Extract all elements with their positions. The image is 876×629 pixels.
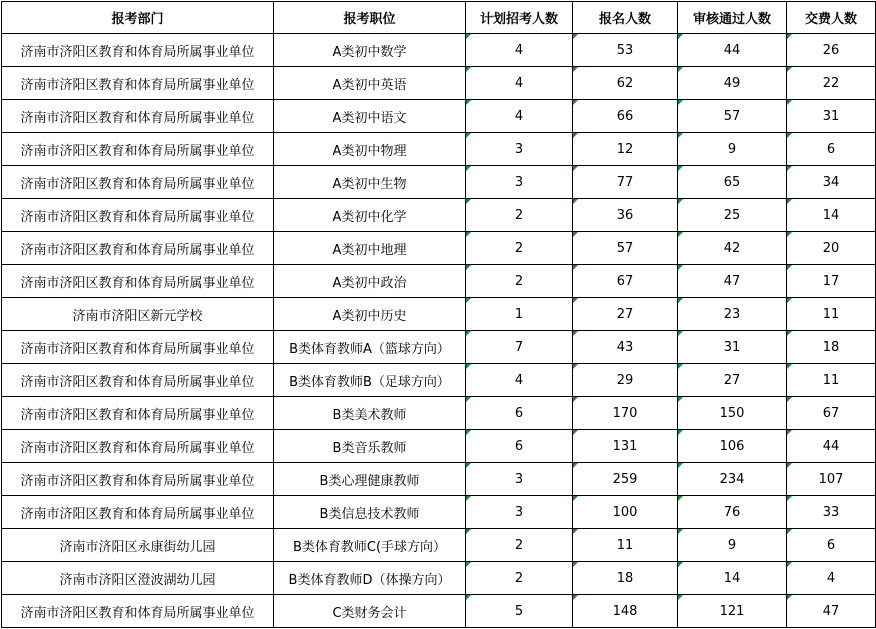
cell-approved: 23	[678, 298, 787, 331]
table-row	[2, 265, 876, 298]
cell-position: A类初中数学	[274, 34, 466, 67]
cell-approved: 47	[678, 265, 787, 298]
cell-department: 济南市济阳区教育和体育局所属事业单位	[2, 430, 274, 463]
cell-approved: 57	[678, 100, 787, 133]
cell-paid: 33	[787, 496, 876, 529]
cell-department: 济南市济阳区教育和体育局所属事业单位	[2, 496, 274, 529]
cell-position: B类体育教师B（足球方向）	[274, 364, 466, 397]
cell-registered: 27	[573, 298, 678, 331]
cell-registered: 12	[573, 133, 678, 166]
cell-position: C类财务会计	[274, 595, 466, 628]
cell-approved: 31	[678, 331, 787, 364]
cell-planned: 2	[466, 529, 573, 562]
cell-planned: 2	[466, 562, 573, 595]
table-row	[2, 67, 876, 100]
cell-department: 济南市济阳区教育和体育局所属事业单位	[2, 265, 274, 298]
cell-position: A类初中历史	[274, 298, 466, 331]
cell-paid: 20	[787, 232, 876, 265]
cell-paid: 11	[787, 298, 876, 331]
cell-planned: 3	[466, 463, 573, 496]
table-row	[2, 397, 876, 430]
cell-department: 济南市济阳区教育和体育局所属事业单位	[2, 397, 274, 430]
cell-department: 济南市济阳区教育和体育局所属事业单位	[2, 34, 274, 67]
cell-planned: 5	[466, 595, 573, 628]
cell-planned: 2	[466, 232, 573, 265]
cell-registered: 77	[573, 166, 678, 199]
header-department: 报考部门	[2, 2, 274, 34]
header-planned: 计划招考人数	[466, 2, 573, 34]
cell-department: 济南市济阳区新元学校	[2, 298, 274, 331]
cell-position: A类初中地理	[274, 232, 466, 265]
cell-registered: 53	[573, 34, 678, 67]
cell-approved: 27	[678, 364, 787, 397]
cell-planned: 2	[466, 265, 573, 298]
table-row	[2, 595, 876, 628]
cell-planned: 4	[466, 67, 573, 100]
cell-position: A类初中化学	[274, 199, 466, 232]
cell-approved: 9	[678, 529, 787, 562]
cell-paid: 18	[787, 331, 876, 364]
cell-department: 济南市济阳区教育和体育局所属事业单位	[2, 199, 274, 232]
cell-planned: 4	[466, 364, 573, 397]
cell-planned: 4	[466, 100, 573, 133]
cell-registered: 170	[573, 397, 678, 430]
cell-planned: 3	[466, 133, 573, 166]
table-row	[2, 199, 876, 232]
cell-approved: 106	[678, 430, 787, 463]
cell-planned: 6	[466, 430, 573, 463]
cell-position: B类体育教师D（体操方向）	[274, 562, 466, 595]
cell-paid: 44	[787, 430, 876, 463]
cell-registered: 18	[573, 562, 678, 595]
cell-department: 济南市济阳区教育和体育局所属事业单位	[2, 232, 274, 265]
cell-paid: 22	[787, 67, 876, 100]
header-paid: 交费人数	[787, 2, 876, 34]
cell-paid: 34	[787, 166, 876, 199]
cell-approved: 42	[678, 232, 787, 265]
cell-paid: 14	[787, 199, 876, 232]
cell-position: B类音乐教师	[274, 430, 466, 463]
table-row	[2, 298, 876, 331]
cell-paid: 4	[787, 562, 876, 595]
cell-planned: 6	[466, 397, 573, 430]
cell-planned: 3	[466, 166, 573, 199]
cell-paid: 11	[787, 364, 876, 397]
cell-paid: 17	[787, 265, 876, 298]
cell-department: 济南市济阳区教育和体育局所属事业单位	[2, 463, 274, 496]
table-row	[2, 562, 876, 595]
cell-paid: 6	[787, 133, 876, 166]
cell-department: 济南市济阳区教育和体育局所属事业单位	[2, 595, 274, 628]
cell-registered: 131	[573, 430, 678, 463]
cell-position: A类初中政治	[274, 265, 466, 298]
cell-planned: 2	[466, 199, 573, 232]
table-row	[2, 463, 876, 496]
table-row	[2, 232, 876, 265]
cell-position: A类初中生物	[274, 166, 466, 199]
table-row	[2, 529, 876, 562]
cell-position: B类体育教师A（篮球方向）	[274, 331, 466, 364]
recruitment-stats-table	[1, 1, 876, 628]
cell-registered: 62	[573, 67, 678, 100]
table-row	[2, 331, 876, 364]
cell-registered: 11	[573, 529, 678, 562]
cell-position: A类初中语文	[274, 100, 466, 133]
cell-approved: 9	[678, 133, 787, 166]
table-row	[2, 430, 876, 463]
table-row	[2, 34, 876, 67]
table-body	[2, 34, 876, 628]
table-row	[2, 364, 876, 397]
table-row	[2, 100, 876, 133]
cell-planned: 3	[466, 496, 573, 529]
cell-planned: 4	[466, 34, 573, 67]
cell-department: 济南市济阳区教育和体育局所属事业单位	[2, 331, 274, 364]
cell-paid: 26	[787, 34, 876, 67]
cell-paid: 67	[787, 397, 876, 430]
cell-position: B类体育教师C(手球方向）	[274, 529, 466, 562]
cell-registered: 100	[573, 496, 678, 529]
cell-approved: 44	[678, 34, 787, 67]
cell-department: 济南市济阳区教育和体育局所属事业单位	[2, 364, 274, 397]
cell-position: B类美术教师	[274, 397, 466, 430]
cell-paid: 31	[787, 100, 876, 133]
cell-registered: 66	[573, 100, 678, 133]
cell-approved: 76	[678, 496, 787, 529]
cell-registered: 57	[573, 232, 678, 265]
cell-approved: 65	[678, 166, 787, 199]
table-row	[2, 496, 876, 529]
cell-registered: 148	[573, 595, 678, 628]
cell-registered: 36	[573, 199, 678, 232]
cell-department: 济南市济阳区教育和体育局所属事业单位	[2, 67, 274, 100]
cell-planned: 1	[466, 298, 573, 331]
cell-position: B类信息技术教师	[274, 496, 466, 529]
cell-approved: 234	[678, 463, 787, 496]
table-row	[2, 133, 876, 166]
cell-department: 济南市济阳区教育和体育局所属事业单位	[2, 166, 274, 199]
header-position: 报考职位	[274, 2, 466, 34]
cell-department: 济南市济阳区澄波湖幼儿园	[2, 562, 274, 595]
cell-paid: 47	[787, 595, 876, 628]
cell-paid: 107	[787, 463, 876, 496]
table-row	[2, 166, 876, 199]
cell-approved: 25	[678, 199, 787, 232]
cell-department: 济南市济阳区教育和体育局所属事业单位	[2, 100, 274, 133]
cell-approved: 49	[678, 67, 787, 100]
cell-approved: 121	[678, 595, 787, 628]
cell-registered: 67	[573, 265, 678, 298]
cell-department: 济南市济阳区教育和体育局所属事业单位	[2, 133, 274, 166]
cell-position: A类初中英语	[274, 67, 466, 100]
header-approved: 审核通过人数	[678, 2, 787, 34]
cell-position: A类初中物理	[274, 133, 466, 166]
cell-position: B类心理健康教师	[274, 463, 466, 496]
cell-planned: 7	[466, 331, 573, 364]
cell-paid: 6	[787, 529, 876, 562]
cell-department: 济南市济阳区永康街幼儿园	[2, 529, 274, 562]
table-header-row	[2, 2, 876, 34]
cell-approved: 150	[678, 397, 787, 430]
cell-registered: 43	[573, 331, 678, 364]
cell-registered: 259	[573, 463, 678, 496]
cell-approved: 14	[678, 562, 787, 595]
cell-registered: 29	[573, 364, 678, 397]
header-registered: 报名人数	[573, 2, 678, 34]
